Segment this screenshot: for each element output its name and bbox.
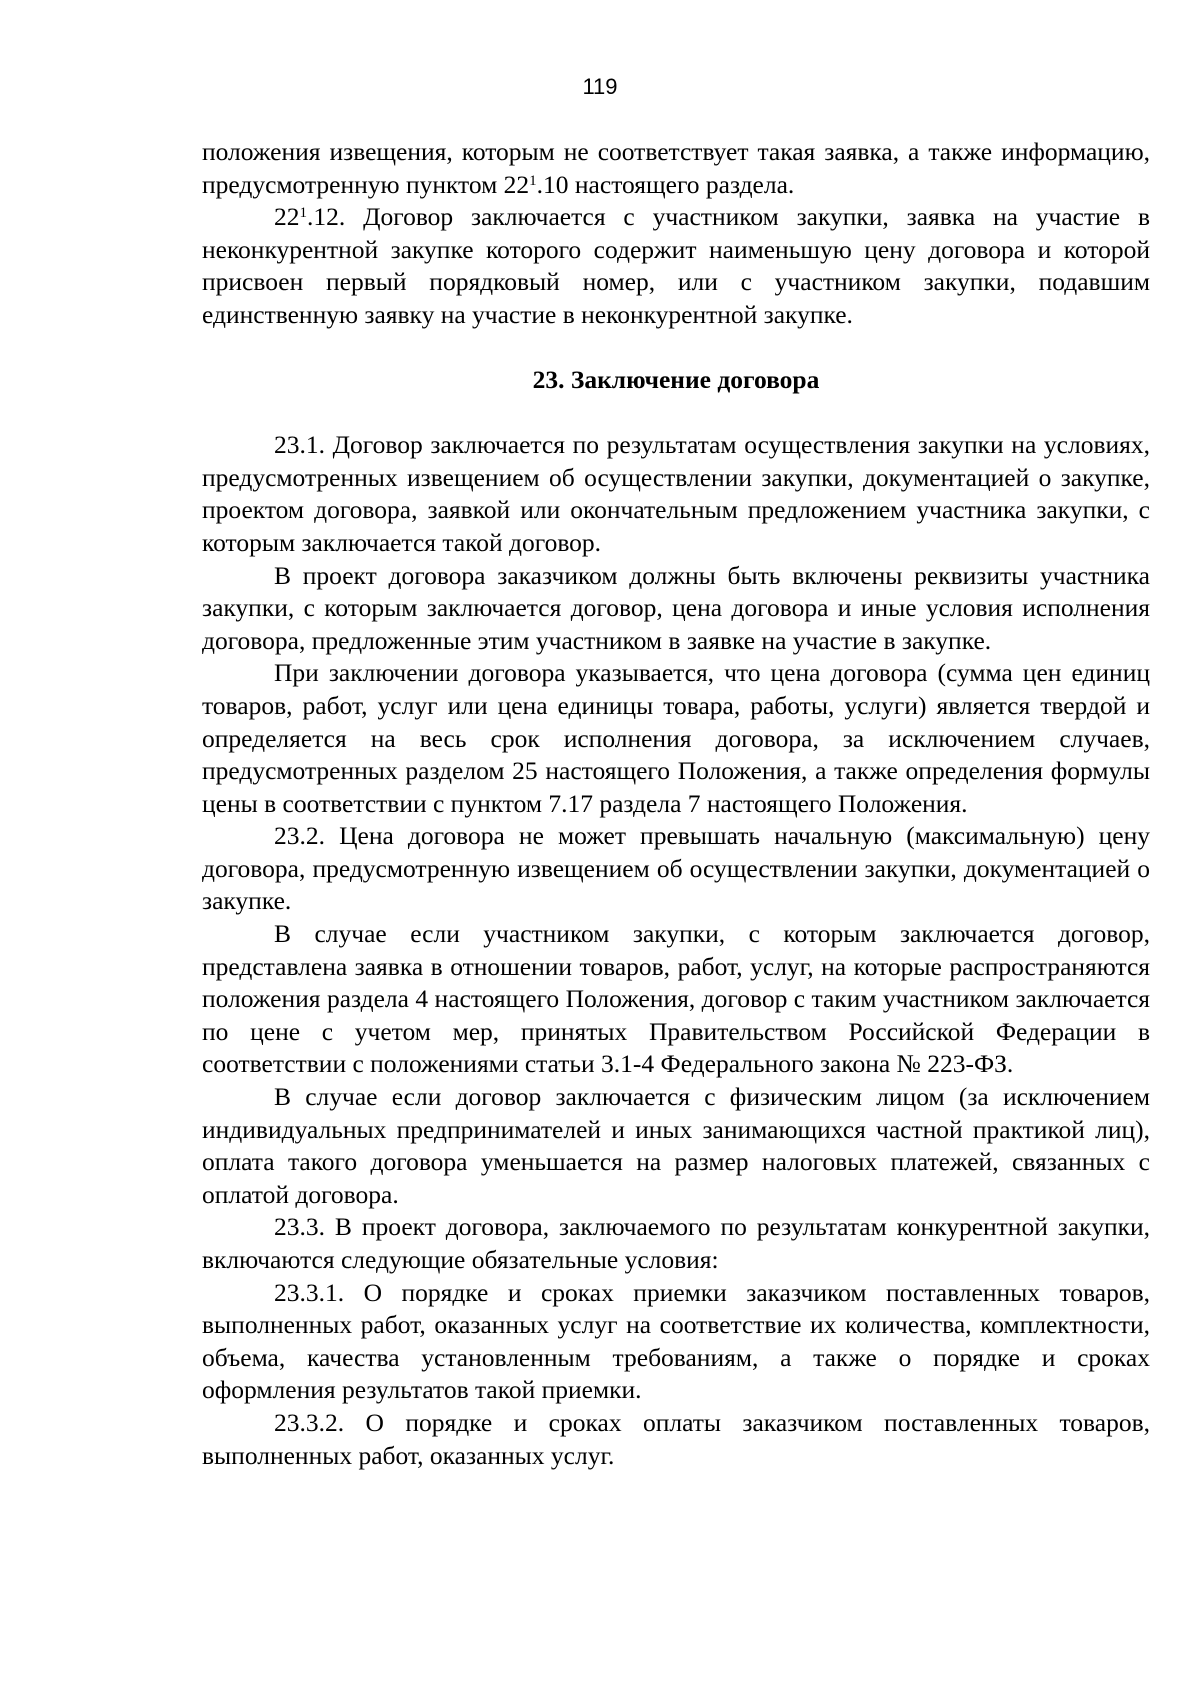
clause-number: 22 bbox=[274, 202, 300, 232]
paragraph: 23.2. Цена договора не может превышать начальную (максимальную) цену договора, предусмотренную извещением об осуществлении закупки, документацией о закупке. bbox=[202, 821, 1150, 916]
paragraph: В случае если договор заключается с физическим лицом (за исключением индивидуальных предпринимателей и иных занимающихся частной практикой лиц), оплата такого договора уменьшается на размер налоговых платежей, связанных с оплатой договора. bbox=[202, 1082, 1150, 1209]
paragraph-text: .12. Договор заключается с участником закупки, заявка на участие в неконкурентной закупке которого содержит наименьшую цену договора и которой присвоен первый порядковый номер, или с участником закупки, подавшим единственную заявку на участие в неконкурентной закупке. bbox=[202, 202, 1150, 329]
page-number: 119 bbox=[582, 74, 618, 99]
paragraph-22-1-12 bbox=[202, 201, 1150, 331]
document-body bbox=[202, 136, 1150, 1472]
paragraph: 23.3.2. О порядке и сроках оплаты заказчиком поставленных товаров, выполненных работ, оказанных услуг. bbox=[202, 1407, 1150, 1470]
paragraph-continuation bbox=[202, 136, 1150, 201]
paragraph: При заключении договора указывается, что цена договора (сумма цен единиц товаров, работ, услуг или цена единицы товара, работы, услуги) является твердой и определяется на весь срок исполнения договора, за исключением случаев, предусмотренных разделом 25 настоящего Положения, а также определения формулы цены в соответствии с пунктом 7.17 раздела 7 настоящего Положения. bbox=[202, 658, 1150, 818]
paragraph: В случае если участником закупки, с которым заключается договор, представлена заявка в отношении товаров, работ, услуг, на которые распространяются положения раздела 4 настоящего Положения, договор с таким участником заключается по цене с учетом мер, принятых Правительством Российской Федерации в соответствии с положениями статьи 3.1-4 Федерального закона № 223-ФЗ. bbox=[202, 919, 1150, 1079]
section-heading: 23. Заключение договора bbox=[532, 364, 820, 394]
paragraph: 23.3. В проект договора, заключаемого по результатам конкурентной закупки, включаются следующие обязательные условия: bbox=[202, 1212, 1150, 1274]
superscript: 1 bbox=[529, 172, 537, 189]
paragraph-text-tail: .10 настоящего раздела. bbox=[536, 169, 795, 199]
paragraph: В проект договора заказчиком должны быть включены реквизиты участника закупки, с которым заключается договор, цена договора и иные условия исполнения договора, предложенные этим участником в заявке на участие в закупке. bbox=[202, 560, 1150, 655]
paragraph: 23.1. Договор заключается по результатам осуществления закупки на условиях, предусмотренных извещением об осуществлении закупки, документацией о закупке, проектом договора, заявкой или окончательным предложением участника закупки, с которым заключается такой договор. bbox=[202, 430, 1150, 557]
paragraph-text: положения извещения, которым не соответствует такая заявка, а также информацию, предусмотренную пунктом 22 bbox=[202, 137, 1150, 199]
superscript: 1 bbox=[299, 204, 307, 221]
paragraph: 23.3.1. О порядке и сроках приемки заказчиком поставленных товаров, выполненных работ, оказанных услуг на соответствие их количества, комплектности, объема, качества установленным требованиям, а также о порядке и сроках оформления результатов такой приемки. bbox=[202, 1277, 1150, 1405]
